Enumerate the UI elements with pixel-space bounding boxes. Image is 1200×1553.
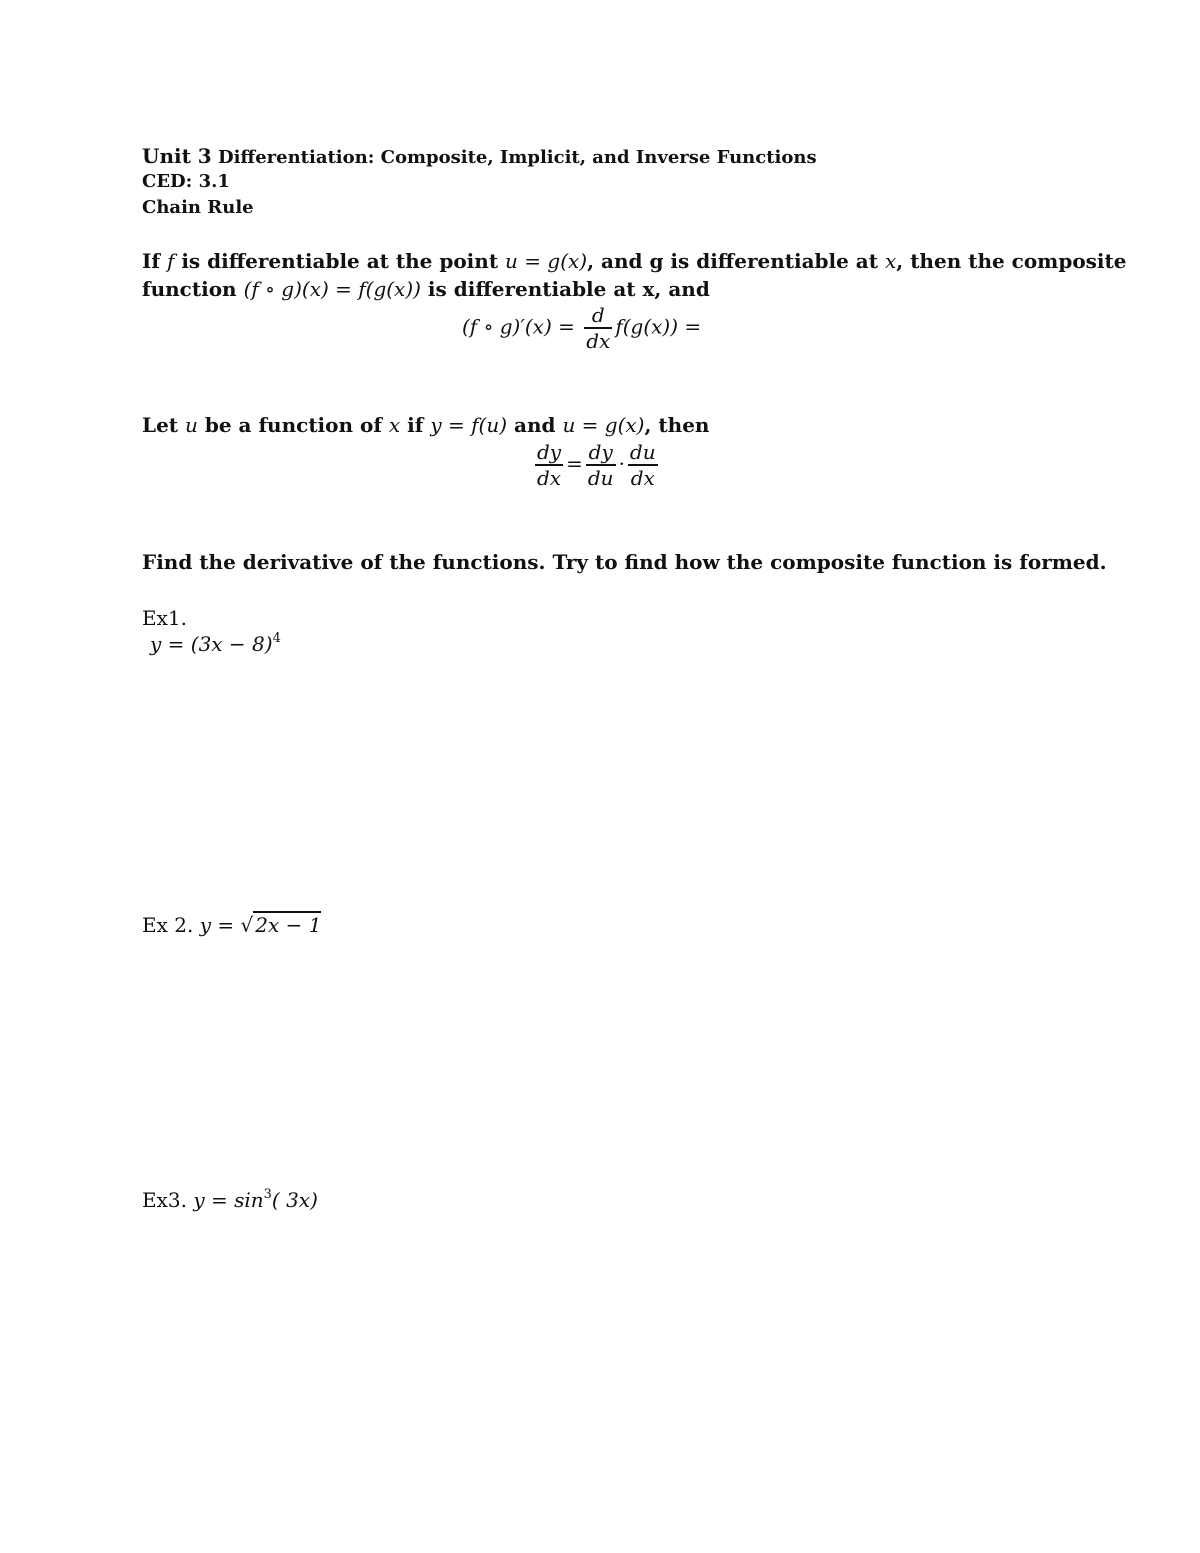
sqrt-icon: √: [240, 913, 254, 937]
example-1-equation: $y = (3x - 8)^4$: [150, 631, 281, 656]
example-3-label: Ex3.: [142, 1188, 187, 1212]
instructions: Find the derivative of the functions. Try to find how the composite function is formed.: [142, 550, 1107, 574]
leibniz-formula: $\frac{dy}{dx}$ = $\frac{dy}{du}$ · $\frac{du}{dx}$: [537, 440, 656, 490]
unit-title: Differentiation: Composite, Implicit, and Inverse Functions: [217, 147, 817, 168]
example-2-label: Ex 2.: [142, 913, 194, 937]
unit-title-line: [142, 144, 817, 168]
example-1-label: Ex1.: [142, 606, 187, 630]
example-3-equation: Ex3. $y = \sin^3$( 3x): [142, 1187, 318, 1212]
sqrt-radicand: 2x − 1: [255, 913, 322, 937]
d-dx-fraction: $\frac{d}{dx}$: [586, 303, 611, 353]
du-dx-fraction: $\frac{du}{dx}$: [629, 440, 656, 490]
example-2-equation: Ex 2. y = √ 2x − 1: [142, 913, 322, 937]
definition-line-1: If f is differentiable at the point u = g(x), and g is differentiable at x, then the composite: [142, 249, 1127, 273]
leibniz-statement: Let u be a function of x if y = f(u) and u = g(x), then: [142, 413, 710, 437]
dy-du-fraction: $\frac{dy}{du}$: [587, 440, 614, 490]
unit-label: Unit 3: [142, 144, 212, 168]
dy-dx-fraction: $\frac{dy}{dx}$: [537, 440, 562, 490]
topic-label: Chain Rule: [142, 197, 254, 218]
chain-rule-formula: (f ∘ g)′(x) = $\frac{d}{dx}$ f(g(x)) =: [462, 303, 702, 353]
definition-line-2: function (f ∘ g)(x) = f(g(x)) is differentiable at x, and: [142, 277, 710, 301]
ced-label: CED: 3.1: [142, 171, 230, 192]
